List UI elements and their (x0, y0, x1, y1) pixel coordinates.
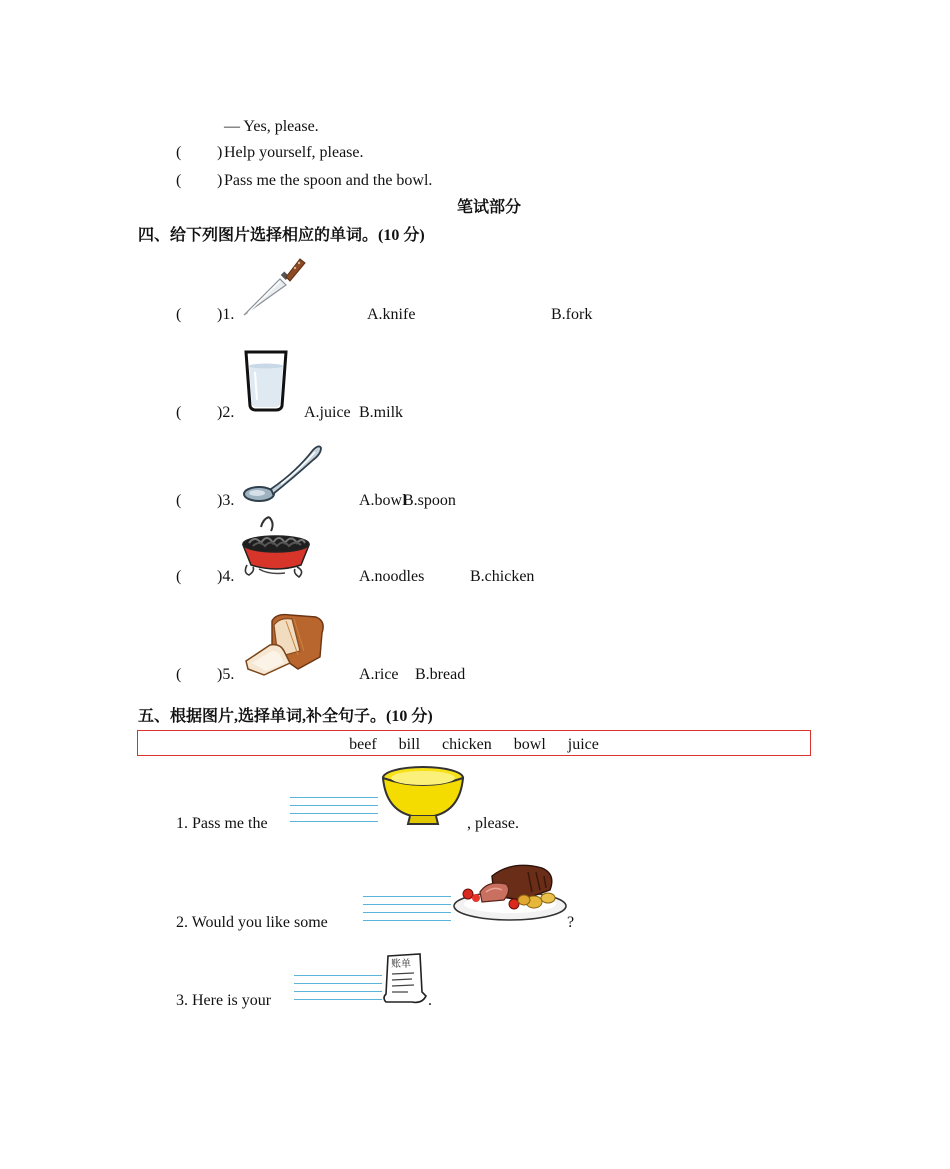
sentence3-end: . (428, 992, 432, 1009)
sentence3-answer-blank[interactable] (294, 975, 382, 1007)
section4-heading: 四、给下列图片选择相应的单词。(10 分) (138, 227, 425, 244)
word-bank-word: chicken (442, 736, 492, 753)
item5-option-a[interactable]: A.rice (359, 666, 399, 683)
item1-paren[interactable]: ( (176, 306, 182, 323)
item4-number: )4. (217, 568, 235, 585)
item1-option-b[interactable]: B.fork (551, 306, 593, 323)
word-bank-word: bill (398, 736, 421, 753)
knife-icon (240, 253, 306, 319)
item5-paren[interactable]: ( (176, 666, 182, 683)
bill-title: 账单 (391, 959, 411, 970)
sentence1-start: 1. Pass me the (176, 815, 268, 832)
spoon-icon (241, 442, 325, 506)
section5-heading: 五、根据图片,选择单词,补全句子。(10 分) (138, 708, 433, 725)
yellow-bowl-icon (380, 764, 466, 828)
item2-number: )2. (217, 404, 235, 421)
sentence1-answer-blank[interactable] (290, 797, 378, 829)
dialogue-paren-1[interactable]: ( (176, 144, 182, 161)
word-bank-word: beef (349, 736, 377, 753)
sentence2-end: ? (567, 914, 575, 931)
item4-paren[interactable]: ( (176, 568, 182, 585)
word-bank-word: bowl (513, 736, 546, 753)
sentence2-answer-blank[interactable] (363, 896, 451, 928)
item1-option-a[interactable]: A.knife (367, 306, 416, 323)
item5-option-b[interactable]: B.bread (415, 666, 466, 683)
noodles-bowl-icon (239, 513, 313, 579)
dialogue-close-2: ) (217, 172, 223, 189)
item2-paren[interactable]: ( (176, 404, 182, 421)
word-bank (138, 737, 810, 753)
item3-option-a[interactable]: A.bowl (359, 492, 407, 509)
item5-number: )5. (217, 666, 235, 683)
word-bank-word: juice (567, 736, 599, 753)
sentence3-start: 3. Here is your (176, 992, 272, 1009)
item2-option-a[interactable]: A.juice (304, 404, 351, 421)
sentence1-end: , please. (467, 815, 519, 832)
item3-paren[interactable]: ( (176, 492, 182, 509)
beef-plate-icon (452, 858, 568, 924)
item1-number: )1. (217, 306, 235, 323)
answer-line: — Yes, please. (224, 118, 319, 135)
sentence2-start: 2. Would you like some (176, 914, 328, 931)
written-section-title: 笔试部分 (457, 199, 522, 216)
bread-icon (242, 611, 326, 677)
word-bank-box (137, 730, 811, 756)
glass-of-milk-icon (243, 348, 289, 412)
item2-option-b[interactable]: B.milk (359, 404, 404, 421)
dialogue-paren-2[interactable]: ( (176, 172, 182, 189)
item4-option-a[interactable]: A.noodles (359, 568, 425, 585)
item4-option-b[interactable]: B.chicken (470, 568, 535, 585)
item3-number: )3. (217, 492, 235, 509)
dialogue-text-1: Help yourself, please. (224, 144, 364, 161)
dialogue-text-2: Pass me the spoon and the bowl. (224, 172, 433, 189)
item3-option-b[interactable]: B.spoon (403, 492, 456, 509)
dialogue-close-1: ) (217, 144, 223, 161)
bill-icon (382, 952, 430, 1006)
